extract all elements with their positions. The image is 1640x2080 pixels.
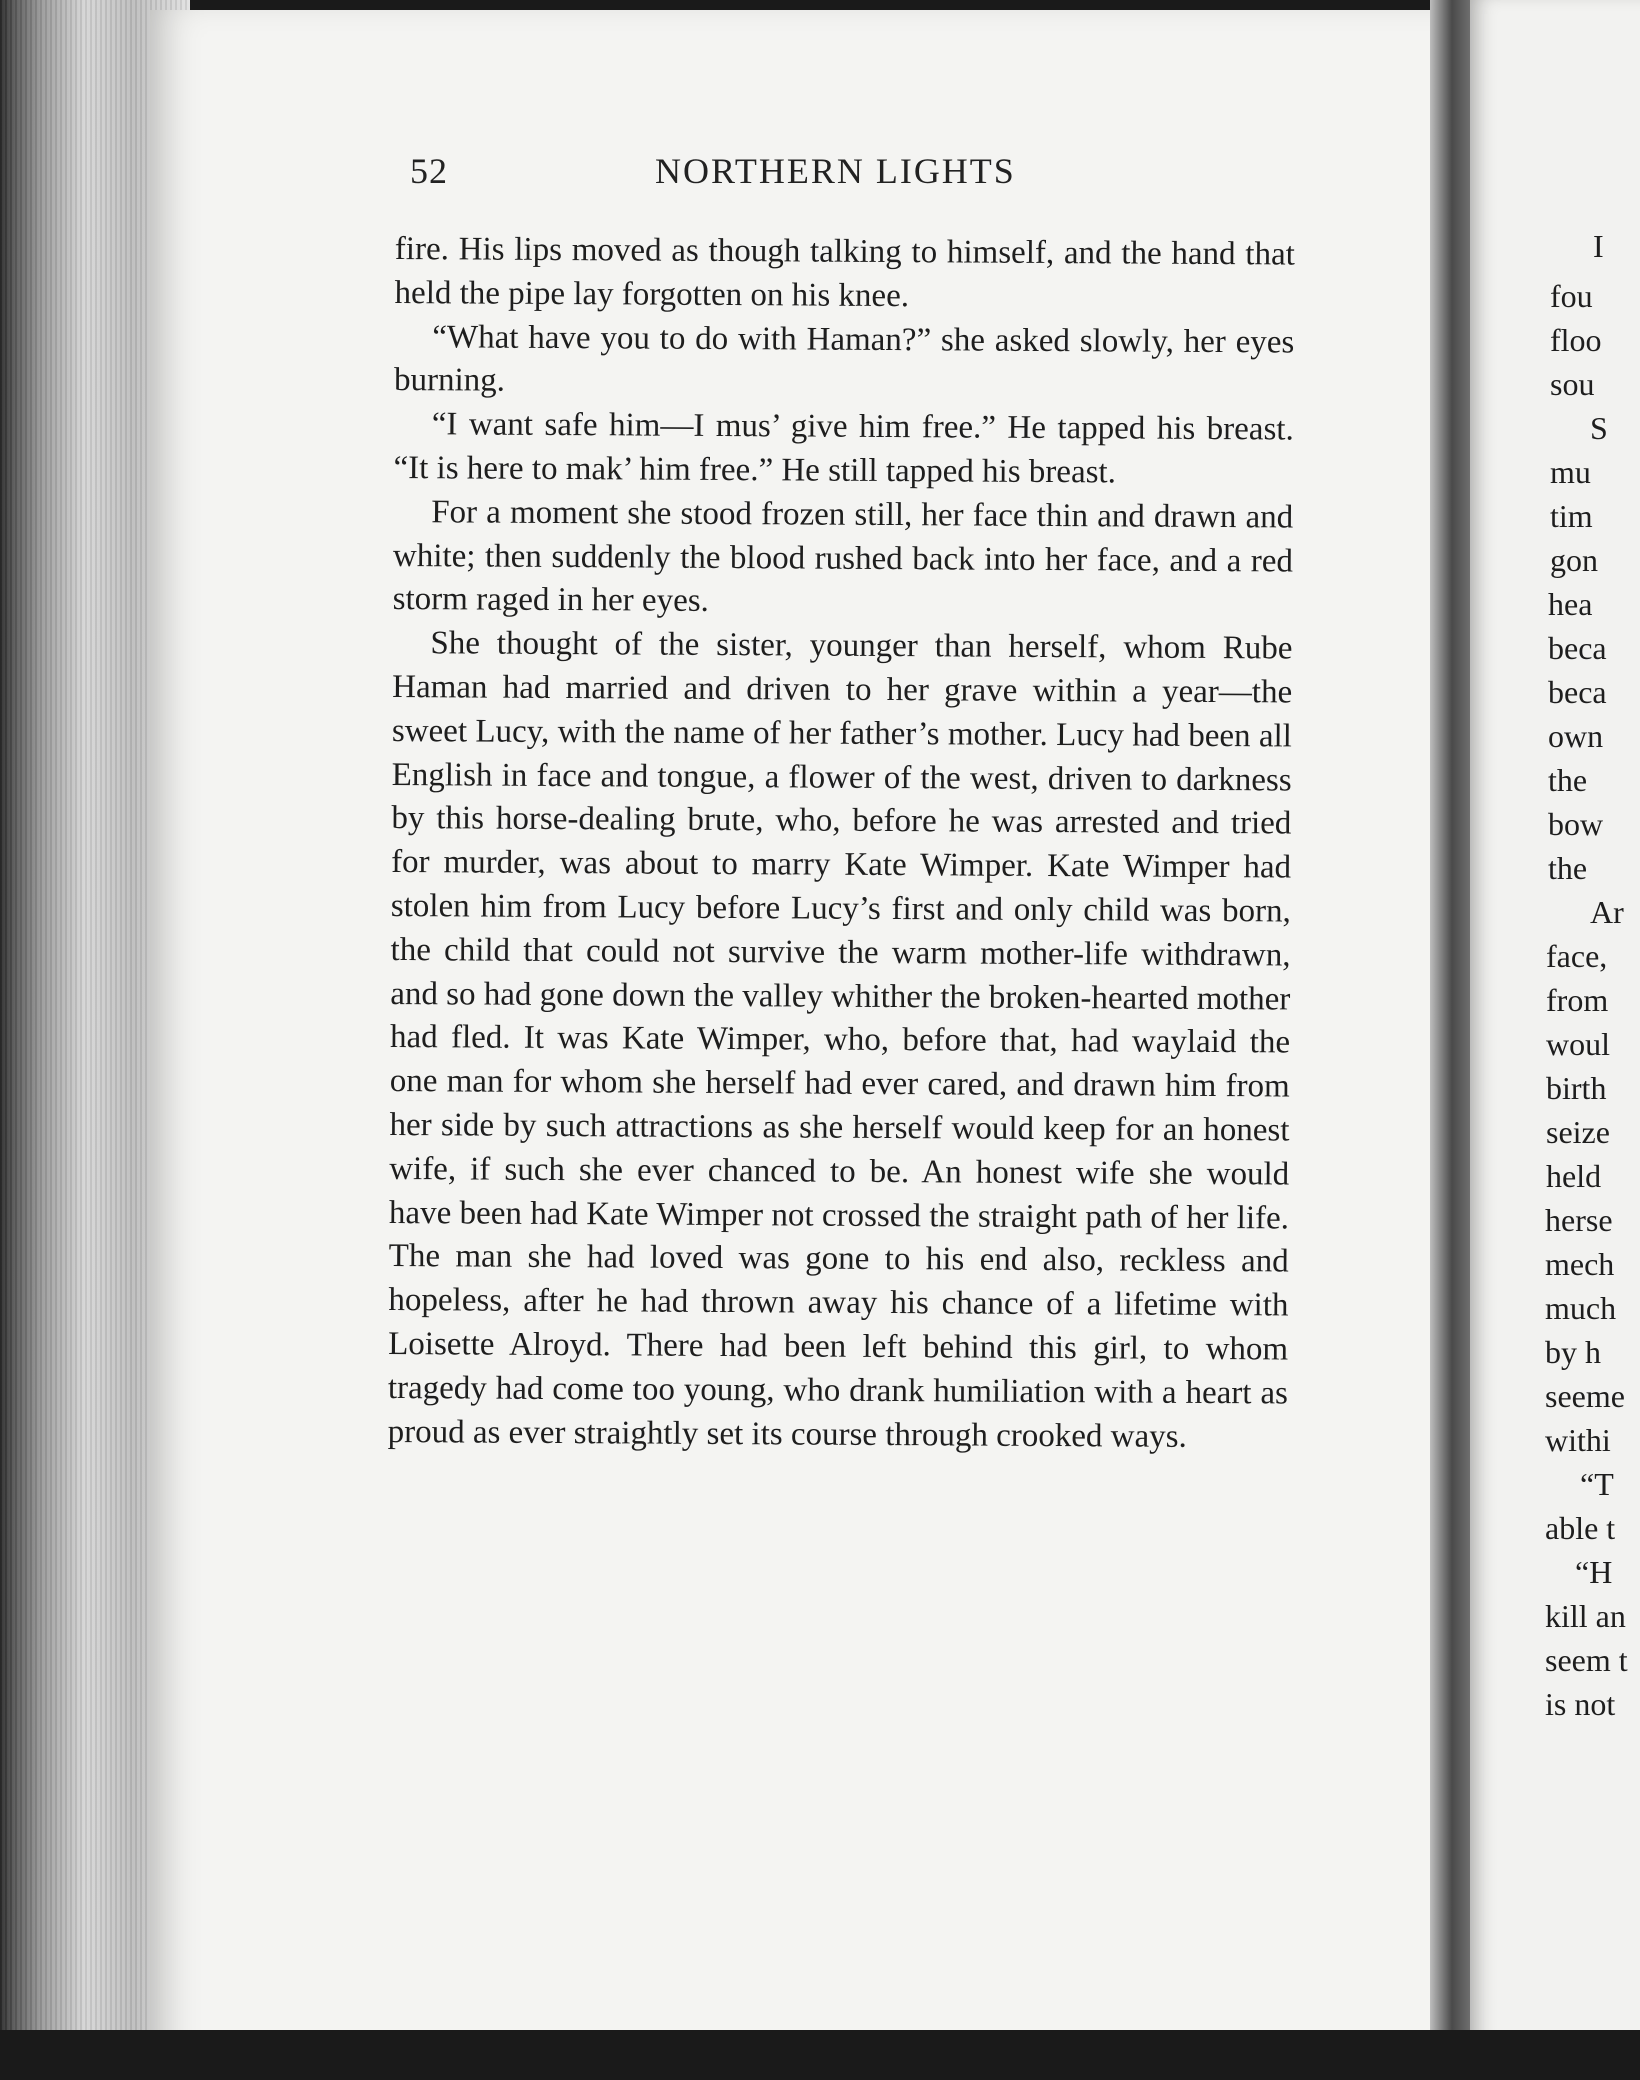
facing-line: bow: [1548, 806, 1604, 842]
facing-line: by h: [1545, 1334, 1601, 1370]
bottom-edge: [0, 2030, 1640, 2080]
facing-line: able t: [1545, 1510, 1616, 1546]
facing-line: is not: [1545, 1686, 1616, 1722]
facing-line: seem t: [1545, 1642, 1628, 1678]
facing-line: the: [1548, 850, 1588, 886]
facing-line: from: [1546, 982, 1609, 1018]
facing-page-text: [1545, 0, 1640, 2080]
running-title: NORTHERN LIGHTS: [655, 151, 1016, 191]
facing-line: seize: [1546, 1114, 1610, 1150]
paragraph: “I want safe him—I mus’ give him free.” He tapped his breast. “It is here to mak’ him free.” He still tapped his breast.: [393, 406, 1294, 491]
facing-line: floo: [1550, 322, 1602, 358]
facing-line: own: [1548, 718, 1604, 754]
body-text: [388, 228, 1295, 1460]
facing-line: the: [1548, 762, 1588, 798]
facing-line: Ar: [1590, 894, 1624, 930]
facing-line: sou: [1550, 366, 1595, 402]
paragraph: For a moment she stood frozen still, her face thin and drawn and white; then suddenly the blood rushed back into her face, and a red storm raged in her eyes.: [392, 494, 1294, 620]
facing-line: seeme: [1545, 1378, 1625, 1414]
facing-line: fou: [1550, 278, 1593, 314]
facing-line: mu: [1550, 454, 1591, 490]
book-gutter: [1430, 0, 1470, 2080]
facing-line: birth: [1546, 1070, 1607, 1106]
facing-line: beca: [1548, 674, 1607, 710]
facing-line: mech: [1545, 1246, 1615, 1282]
facing-line: herse: [1545, 1202, 1613, 1238]
page-header: [410, 150, 1310, 210]
facing-line: gon: [1550, 542, 1598, 578]
facing-line: tim: [1550, 498, 1593, 534]
facing-line: S: [1590, 410, 1608, 446]
facing-line: “T: [1580, 1466, 1614, 1502]
paragraph: She thought of the sister, younger than herself, whom Rube Haman had married and driven to her grave within a year—the sweet Lucy, with the name of her father’s mother. Lucy had been all English in face and tongue, a flower of the west, driven to darkness by this horse-dealing brute, who, before he was arrested and tried for murder, was about to marry Kate Wimper. Kate Wimper had stolen him from Lucy before Lucy’s first and only child was born, the child that could not survive the warm mother-life withdrawn, and so had gone down the valley whither the broken-hearted mother had fled. It was Kate Wimper, who, before that, had waylaid the one man for whom she herself had ever cared, and drawn him from her side by such attractions as she herself would keep for an honest wife, if such she ever chanced to be. An honest wife she would have been had Kate Wimper not crossed the straight path of her life. The man she had loved was gone to his end also, reckless and hopeless, after he had thrown away his chance of a lifetime with Loisette Alroyd. There had been left behind this girl, to whom tragedy had come too young, who drank humiliation with a heart as proud as ever straightly set its course through crooked ways.: [387, 625, 1293, 1455]
paragraph: “What have you to do with Haman?” she asked slowly, her eyes burning.: [393, 318, 1295, 400]
facing-line: I: [1593, 228, 1604, 264]
facing-line: hea: [1548, 586, 1593, 622]
facing-line: held: [1546, 1158, 1602, 1194]
facing-line: face,: [1546, 938, 1608, 974]
facing-line: withi: [1545, 1422, 1611, 1458]
facing-line: “H: [1575, 1554, 1613, 1590]
paragraph: fire. His lips moved as though talking to himself, and the hand that held the pipe lay forgotten on his knee.: [394, 230, 1295, 314]
facing-line: much: [1545, 1290, 1617, 1326]
facing-line: woul: [1546, 1026, 1610, 1062]
facing-line: kill an: [1545, 1598, 1626, 1634]
page-number: 52: [410, 151, 448, 191]
facing-line: beca: [1548, 630, 1607, 666]
